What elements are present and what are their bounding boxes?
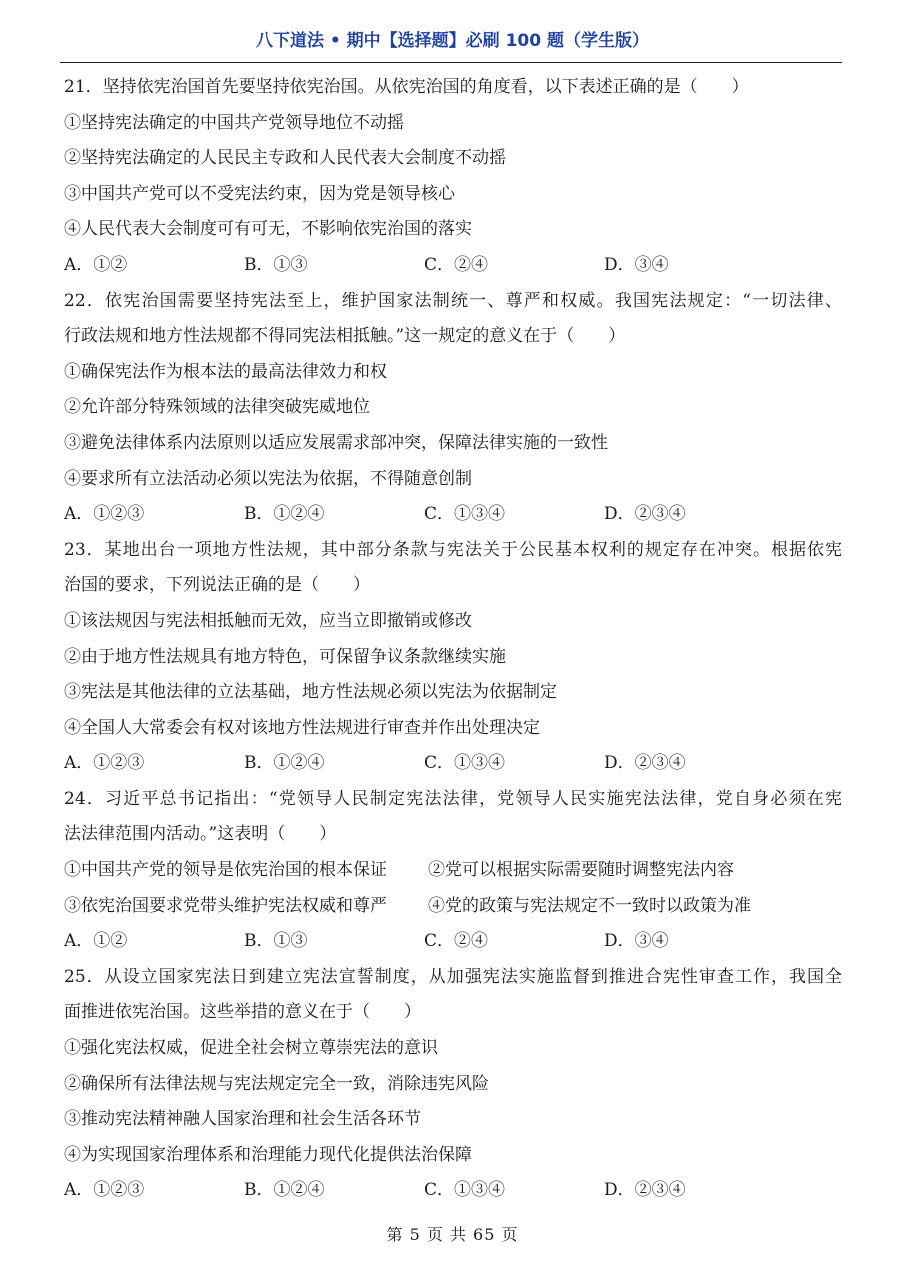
statement-pair — [64, 853, 842, 889]
question-stem: 22．依宪治国需要坚持宪法至上，维护国家法制统一、尊严和权威。我国宪法规定：“一切法律、 — [64, 290, 842, 311]
question-24 — [64, 782, 842, 960]
answer-options — [64, 248, 842, 284]
statement-item: ②由于地方性法规具有地方特色，可保留争议条款继续实施 — [64, 646, 506, 667]
question-25 — [64, 960, 842, 1209]
statement-item: ④党的政策与宪法规定不一致时以政策为准 — [428, 895, 751, 916]
question-stem: 23．某地出台一项地方性法规，其中部分条款与宪法关于公民基本权利的规定存在冲突。根据依宪 — [64, 539, 842, 560]
statement-item: ②允许部分特殊领域的法律突破宪威地位 — [64, 397, 370, 418]
statement-item: ④人民代表大会制度可有可无，不影响依宪治国的落实 — [64, 219, 472, 240]
statement-item: ④要求所有立法活动必须以宪法为依据，不得随意创制 — [64, 468, 472, 489]
option-c: C．①③④ — [424, 1180, 506, 1201]
option-c: C．②④ — [424, 931, 489, 952]
header-divider — [60, 62, 842, 63]
option-d: D．③④ — [604, 254, 669, 275]
option-b: B．①②④ — [244, 753, 325, 774]
statement-item: ②确保所有法律法规与宪法规定完全一致，消除违宪风险 — [64, 1073, 489, 1094]
option-d: D．②③④ — [604, 1180, 686, 1201]
statement-item: ①坚持宪法确定的中国共产党领导地位不动摇 — [64, 112, 404, 133]
statement-item: ③宪法是其他法律的立法基础，地方性法规必须以宪法为依据制定 — [64, 682, 557, 703]
answer-options — [64, 1173, 842, 1209]
statement-item: ①确保宪法作为根本法的最高法律效力和权 — [64, 361, 387, 382]
option-d: D．③④ — [604, 931, 669, 952]
question-21 — [64, 70, 842, 284]
statement-item: ③中国共产党可以不受宪法约束，因为党是领导核心 — [64, 183, 455, 204]
question-stem-continued: 面推进依宪治国。这些举措的意义在于（ ） — [64, 1002, 421, 1023]
answer-options — [64, 746, 842, 782]
option-a: A．①②③ — [64, 504, 145, 525]
answer-options — [64, 924, 842, 960]
question-stem-continued: 治国的要求，下列说法正确的是（ ） — [64, 575, 370, 596]
question-stem-continued: 法法律范围内活动。”这表明（ ） — [64, 824, 337, 845]
question-22 — [64, 284, 842, 533]
option-a: A．①②③ — [64, 1180, 145, 1201]
question-23 — [64, 533, 842, 782]
statement-item: ③避免法律体系内法原则以适应发展需求部冲突，保障法律实施的一致性 — [64, 432, 608, 453]
answer-options — [64, 497, 842, 533]
question-stem: 25．从设立国家宪法日到建立宪法宣誓制度，从加强宪法实施监督到推进合宪性审查工作，我国全 — [64, 966, 842, 987]
statement-item: ②坚持宪法确定的人民民主专政和人民代表大会制度不动摇 — [64, 148, 506, 169]
option-d: D．②③④ — [604, 753, 686, 774]
option-c: C．②④ — [424, 254, 489, 275]
statement-item: ①强化宪法权威，促进全社会树立尊崇宪法的意识 — [64, 1038, 438, 1059]
statement-item: ③推动宪法精神融人国家治理和社会生活各环节 — [64, 1109, 421, 1130]
statement-item: ①该法规因与宪法相抵触而无效，应当立即撤销或修改 — [64, 610, 472, 631]
option-c: C．①③④ — [424, 504, 506, 525]
option-a: A．①② — [64, 254, 128, 275]
option-a: A．①② — [64, 931, 128, 952]
statement-item: ③依宪治国要求党带头维护宪法权威和尊严 — [64, 895, 387, 916]
statement-pair — [64, 889, 842, 925]
statement-item: ④为实现国家治理体系和治理能力现代化提供法治保障 — [64, 1144, 472, 1165]
option-b: B．①②④ — [244, 504, 325, 525]
option-b: B．①②④ — [244, 1180, 325, 1201]
question-stem: 24．习近平总书记指出：“党领导人民制定宪法法律，党领导人民实施宪法法律，党自身必须在宪 — [64, 788, 842, 809]
option-d: D．②③④ — [604, 504, 686, 525]
option-a: A．①②③ — [64, 753, 145, 774]
question-list — [64, 70, 842, 1209]
option-c: C．①③④ — [424, 753, 506, 774]
statement-item: ①中国共产党的领导是依宪治国的根本保证 — [64, 860, 387, 881]
statement-item: ②党可以根据实际需要随时调整宪法内容 — [428, 860, 734, 881]
option-b: B．①③ — [244, 931, 308, 952]
page-number: 第 5 页 共 65 页 — [386, 1225, 519, 1244]
question-stem-continued: 行政法规和地方性法规都不得同宪法相抵触。”这一规定的意义在于（ ） — [64, 326, 626, 347]
page-header-title: 八下道法 • 期中【选择题】必刷 100 题（学生版） — [255, 31, 650, 51]
statement-item: ④全国人大常委会有权对该地方性法规进行审查并作出处理决定 — [64, 717, 540, 738]
option-b: B．①③ — [244, 254, 308, 275]
question-stem: 21．坚持依宪治国首先要坚持依宪治国。从依宪治国的角度看，以下表述正确的是（ ） — [64, 77, 749, 97]
